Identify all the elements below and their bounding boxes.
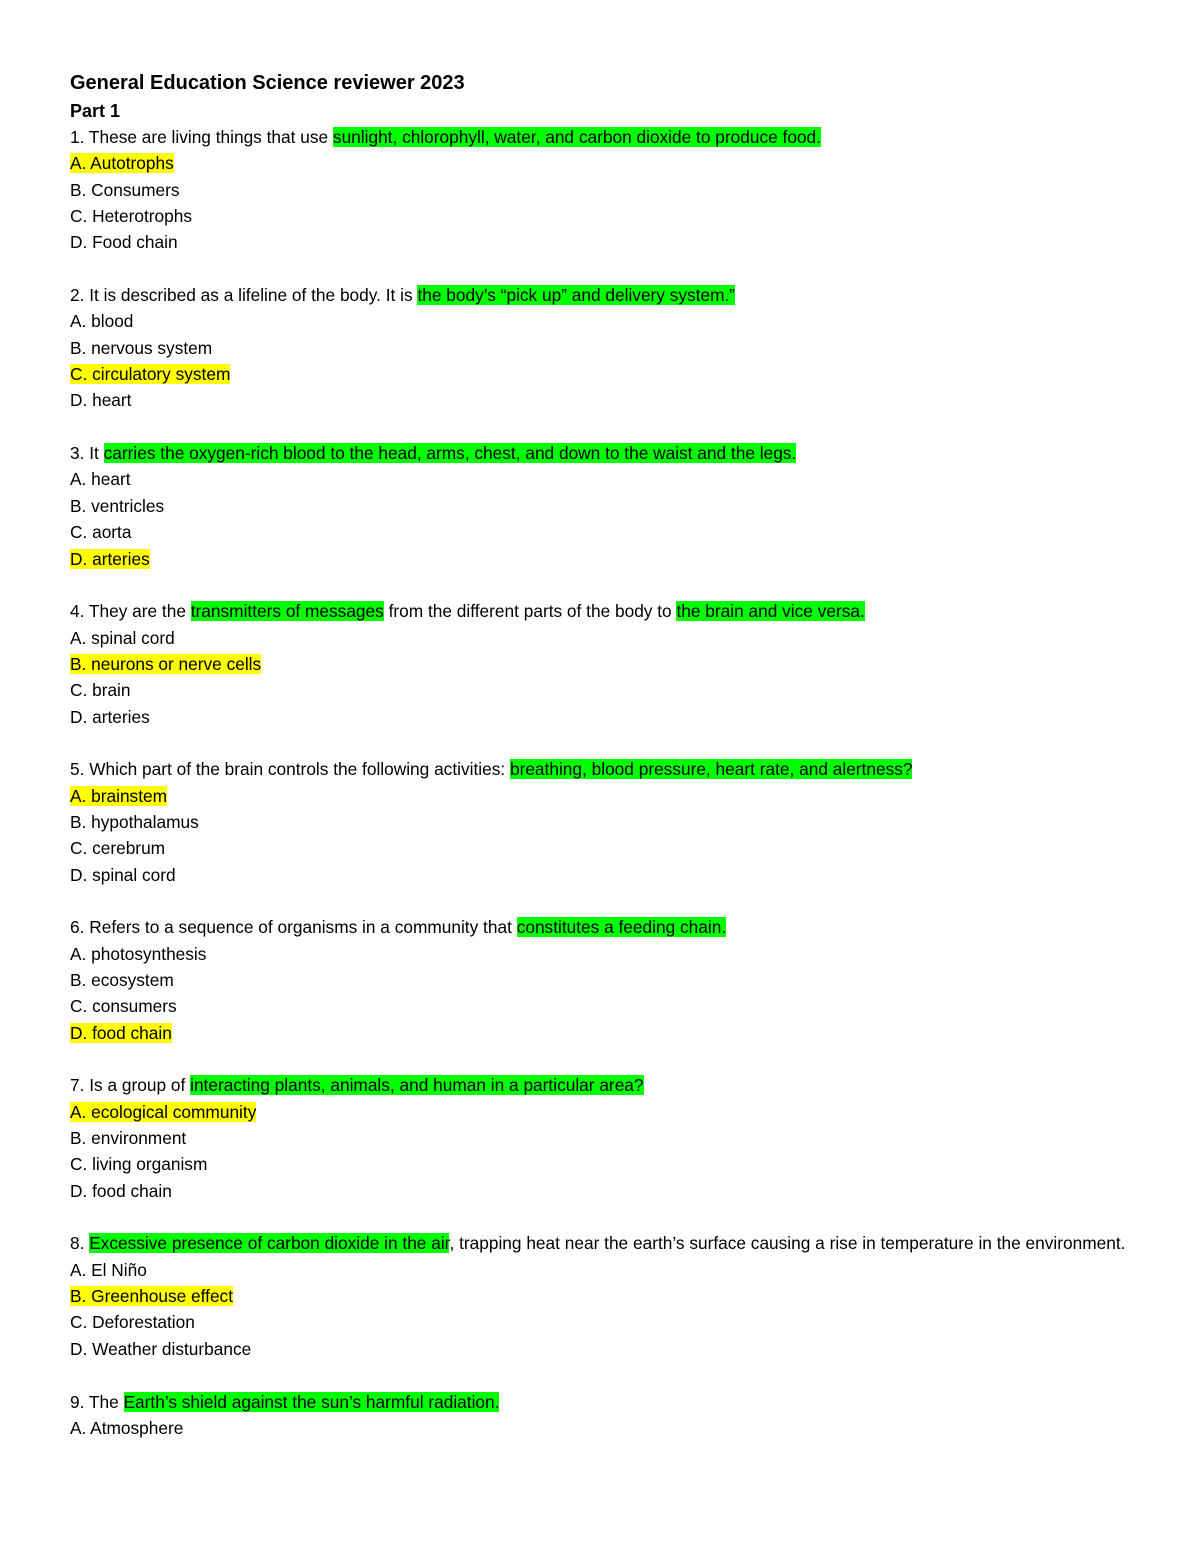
answer-choice [70, 1099, 1140, 1125]
answer-choice [70, 1283, 1140, 1309]
question-block [70, 1230, 1140, 1362]
answer-choice: A. photosynthesis [70, 943, 207, 964]
key-phrase-highlight: carries the oxygen-rich blood to the head, arms, chest, and down to the waist and the legs. [103, 443, 797, 464]
answer-choice: D. spinal cord [70, 864, 176, 885]
question-number: 6. [70, 917, 85, 938]
question-text: 5. Which part of the brain controls the following activities: breathing, blood pressure, heart rate, and alertness? [70, 759, 913, 780]
question-block [70, 124, 1140, 256]
correct-answer-highlight: A. ecological community [70, 1101, 257, 1122]
question-number: 8. [70, 1233, 85, 1254]
answer-choice [70, 1020, 1140, 1046]
answer-choice: A. Atmosphere [70, 1417, 184, 1438]
key-phrase-highlight: interacting plants, animals, and human in a particular area? [190, 1075, 644, 1096]
question-block [70, 1072, 1140, 1204]
key-phrase-highlight: the body’s “pick up” and delivery system.” [417, 285, 736, 306]
answer-choice: D. Weather disturbance [70, 1338, 252, 1359]
correct-answer-highlight: C. circulatory system [70, 364, 231, 385]
answer-choice: D. heart [70, 390, 132, 411]
blank-line [70, 1046, 1140, 1072]
correct-answer-highlight: B. neurons or nerve cells [70, 653, 262, 674]
blank-line [70, 256, 1140, 282]
answer-choice: C. Heterotrophs [70, 206, 192, 227]
answer-choice: C. cerebrum [70, 838, 166, 859]
question-text: 6. Refers to a sequence of organisms in a community that constitutes a feeding chain. [70, 917, 727, 938]
document-page [70, 68, 1140, 1441]
blank-line [70, 414, 1140, 440]
answer-choice: A. spinal cord [70, 627, 175, 648]
question-number: 1. [70, 127, 85, 147]
answer-choice: B. nervous system [70, 337, 213, 358]
answer-choice: A. El Niño [70, 1259, 147, 1280]
key-phrase-highlight: the brain and vice versa. [676, 601, 865, 622]
question-number: 4. [70, 601, 85, 622]
question-number: 9. [70, 1391, 85, 1412]
question-block [70, 282, 1140, 414]
answer-choice [70, 546, 1140, 572]
answer-choice: C. living organism [70, 1154, 208, 1175]
answer-choice: D. food chain [70, 1180, 172, 1201]
answer-choice: D. arteries [70, 706, 150, 727]
correct-answer-highlight: D. arteries [70, 548, 150, 569]
blank-line [70, 730, 1140, 756]
question-block [70, 914, 1140, 1046]
answer-choice: B. ventricles [70, 495, 165, 516]
correct-answer-highlight: B. Greenhouse effect [70, 1286, 233, 1307]
key-phrase-highlight: Earth’s shield against the sun’s harmful radiation. [123, 1391, 500, 1412]
answer-choice: A. heart [70, 469, 131, 490]
correct-answer-highlight: A. Autotrophs [70, 153, 174, 174]
question-block [70, 598, 1140, 730]
answer-choice: B. hypothalamus [70, 811, 199, 832]
correct-answer-highlight: D. food chain [70, 1022, 172, 1043]
question-number: 5. [70, 759, 85, 780]
answer-choice: D. Food chain [70, 232, 178, 253]
blank-line [70, 1362, 1140, 1388]
answer-choice: B. Consumers [70, 179, 180, 200]
question-block [70, 756, 1140, 888]
question-number: 2. [70, 285, 85, 306]
blank-line [70, 572, 1140, 598]
blank-line [70, 888, 1140, 914]
answer-choice [70, 651, 1140, 677]
key-phrase-highlight: constitutes a feeding chain. [516, 917, 727, 938]
answer-choice: B. environment [70, 1128, 187, 1149]
question-text: 2. It is described as a lifeline of the body. It is the body’s “pick up” and delivery system.” [70, 285, 736, 306]
answer-choice: C. consumers [70, 996, 177, 1017]
question-text: 9. The Earth’s shield against the sun’s harmful radiation. [70, 1391, 500, 1412]
key-phrase-highlight: transmitters of messages [190, 601, 384, 622]
key-phrase-highlight: sunlight, chlorophyll, water, and carbon dioxide to produce food. [332, 127, 821, 147]
answer-choice: A. blood [70, 311, 134, 332]
part-heading: Part 1 [70, 101, 121, 121]
question-block [70, 1389, 1140, 1442]
question-block [70, 440, 1140, 572]
key-phrase-highlight: Excessive presence of carbon dioxide in the air [89, 1233, 450, 1254]
answer-choice [70, 361, 1140, 387]
answer-choice [70, 783, 1140, 809]
question-text: 4. They are the transmitters of messages from the different parts of the body to the brain and vice versa. [70, 601, 865, 622]
blank-line [70, 1204, 1140, 1230]
answer-choice [70, 150, 1140, 176]
answer-choice: C. aorta [70, 522, 132, 543]
answer-choice: B. ecosystem [70, 970, 174, 990]
question-text: 8. Excessive presence of carbon dioxide in the air, trapping heat near the earth’s surface causing a rise in temperature in the environment. [70, 1233, 1126, 1254]
question-text: 3. It carries the oxygen-rich blood to the head, arms, chest, and down to the waist and the legs. [70, 443, 797, 464]
correct-answer-highlight: A. brainstem [70, 785, 168, 806]
question-number: 3. [70, 443, 85, 464]
document-title: General Education Science reviewer 2023 [70, 72, 465, 94]
answer-choice: C. Deforestation [70, 1312, 195, 1333]
key-phrase-highlight: breathing, blood pressure, heart rate, and alertness? [509, 759, 913, 780]
question-text: 7. Is a group of interacting plants, animals, and human in a particular area? [70, 1075, 644, 1096]
question-text: 1. These are living things that use sunlight, chlorophyll, water, and carbon dioxide to produce food. [70, 127, 821, 147]
question-number: 7. [70, 1075, 85, 1096]
answer-choice: C. brain [70, 680, 131, 701]
